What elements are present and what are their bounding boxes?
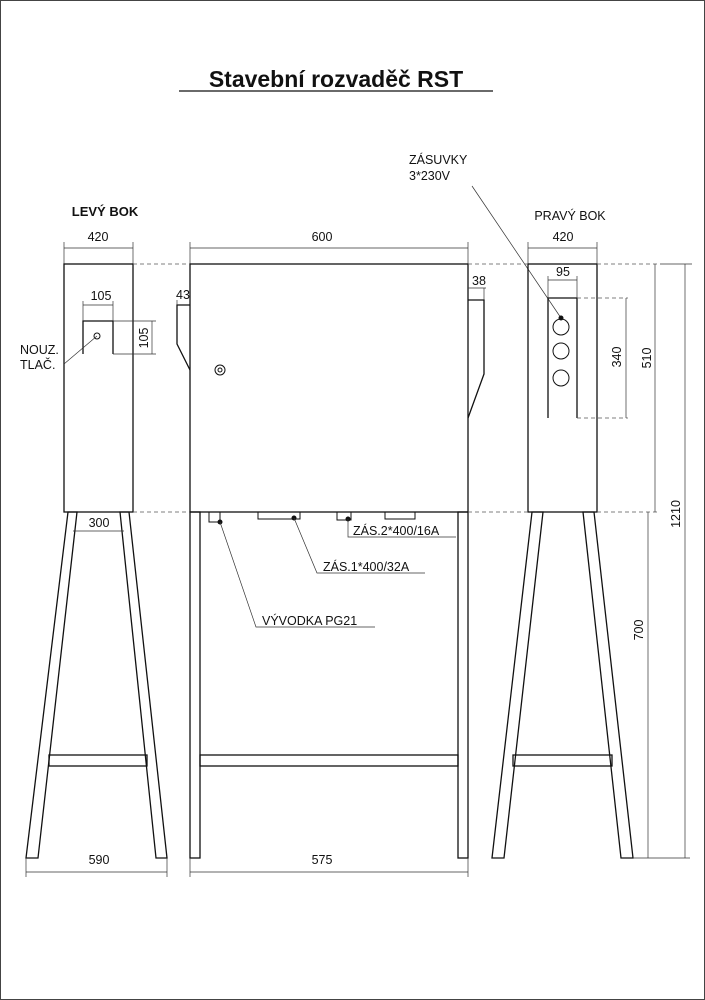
- emergency-label-2: TLAČ.: [20, 358, 56, 372]
- left-side-view: [20, 204, 167, 877]
- right-front-leg: [492, 512, 543, 858]
- total-height-dim: 1210: [669, 500, 683, 528]
- drawing-title: Stavební rozvaděč RST: [208, 66, 464, 92]
- left-roof-profile: [177, 305, 190, 370]
- leg-height-dim: 700: [632, 619, 646, 641]
- right-rear-leg: [583, 512, 633, 858]
- emergency-label-1: NOUZ.: [20, 343, 59, 357]
- left-width-dim: 420: [87, 230, 109, 244]
- sockets-label: ZÁSUVKY: [409, 153, 468, 167]
- right-socket-top-dim: 510: [640, 347, 654, 369]
- left-view-label: LEVÝ BOK: [71, 204, 139, 219]
- emergency-button-recess: [83, 321, 113, 354]
- front-cabinet-body: [190, 264, 468, 512]
- lock-icon: [215, 365, 225, 375]
- right-socket-offset-dim: 95: [556, 265, 570, 279]
- right-crossbar: [513, 755, 612, 766]
- gland-label: VÝVODKA PG21: [262, 614, 358, 628]
- socket2-label: ZÁS.2*400/16A: [353, 524, 440, 538]
- front-width-dim: 600: [311, 230, 333, 244]
- front-crossbar: [200, 755, 458, 766]
- socket-icon: [553, 370, 569, 386]
- right-roof-profile: [468, 300, 484, 418]
- right-socket-height-dim: 340: [610, 346, 624, 368]
- left-button-offset-dim: 105: [90, 289, 112, 303]
- right-view-label: PRAVÝ BOK: [534, 209, 606, 223]
- left-leg-top-dim: 300: [88, 516, 110, 530]
- left-front-leg: [26, 512, 77, 858]
- right-width-dim: 420: [552, 230, 574, 244]
- front-roof-left-dim: 43: [176, 288, 190, 302]
- socket-16a-2: [385, 512, 415, 519]
- front-roof-right-dim: 38: [472, 274, 486, 288]
- front-base-dim: 575: [311, 853, 333, 867]
- socket-icon: [553, 319, 569, 335]
- front-view: [176, 230, 486, 877]
- emergency-leader: [64, 336, 97, 364]
- sheet-border: [1, 1, 705, 1000]
- gland-leader: [220, 522, 375, 627]
- front-left-leg: [190, 512, 200, 858]
- left-crossbar: [49, 755, 147, 766]
- right-side-view: [409, 152, 692, 858]
- socket-icon: [553, 343, 569, 359]
- socket1-label: ZÁS.1*400/32A: [323, 560, 410, 574]
- left-button-height-dim: 105: [137, 327, 151, 349]
- left-rear-leg: [120, 512, 167, 858]
- sockets-voltage-label: 3*230V: [409, 169, 451, 183]
- left-base-dim: 590: [88, 853, 110, 867]
- right-cabinet-body: [528, 264, 597, 512]
- front-right-leg: [458, 512, 468, 858]
